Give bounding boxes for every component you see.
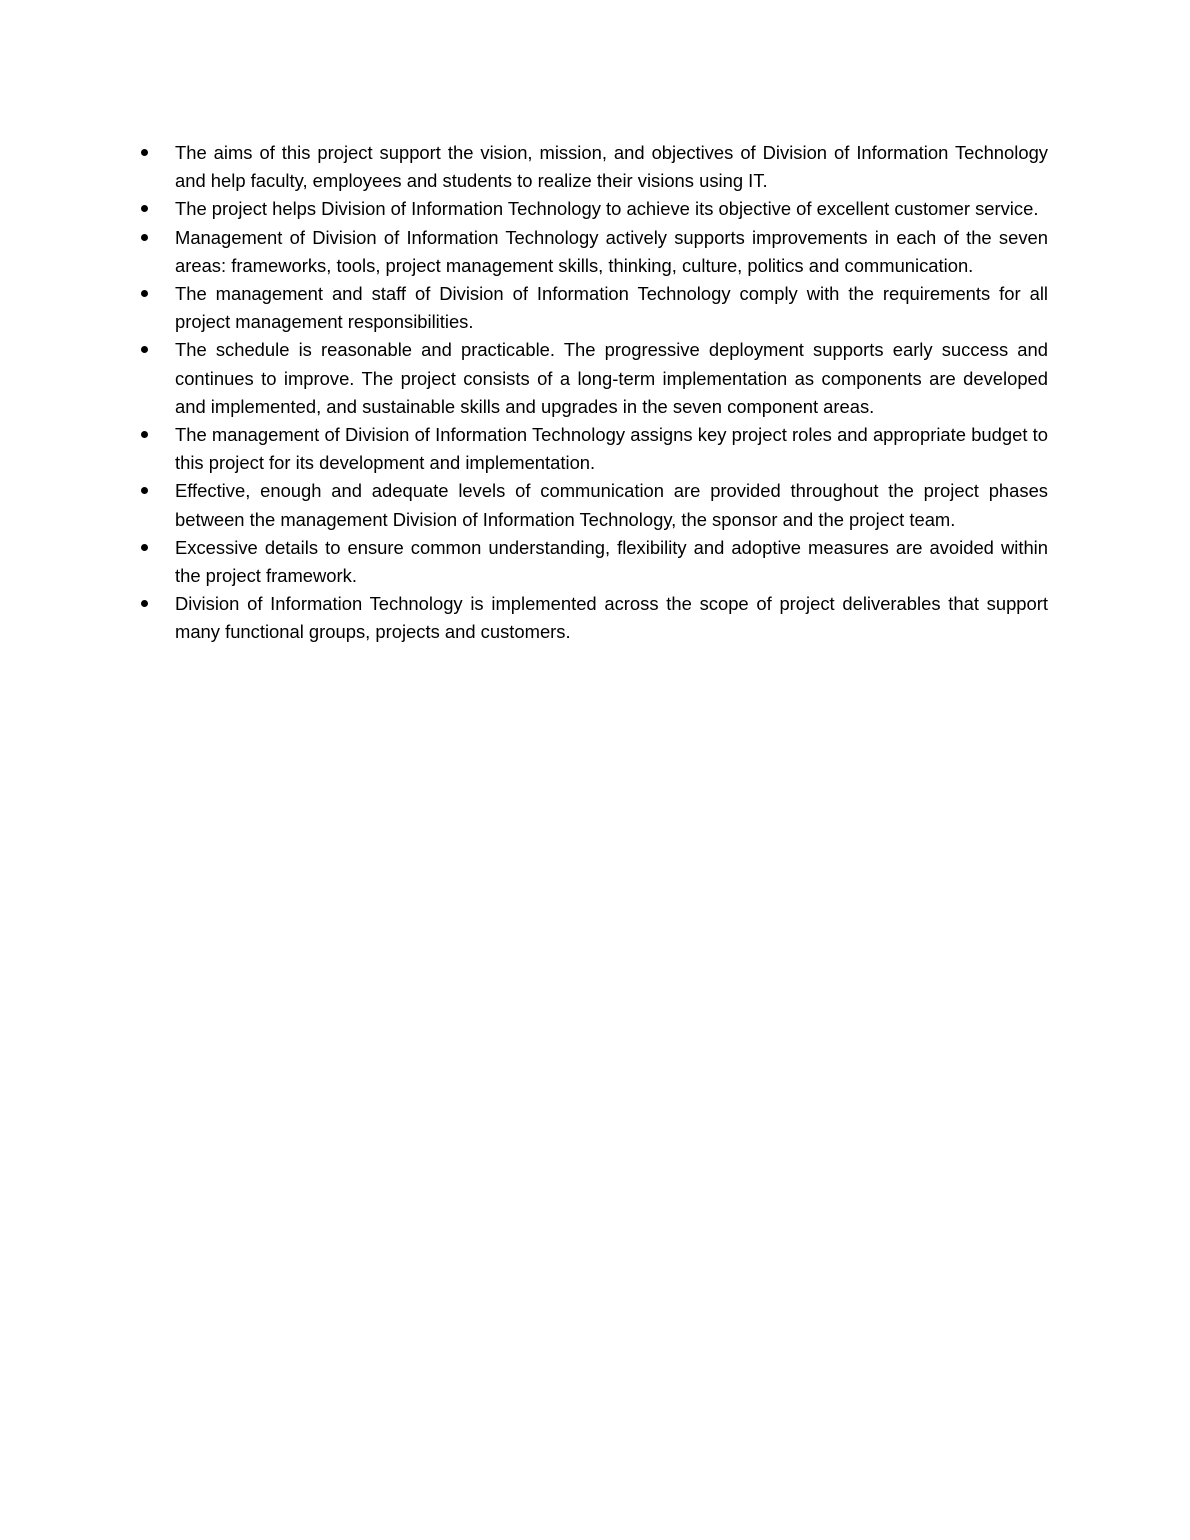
list-item <box>137 534 1048 590</box>
list-item-text: The project helps Division of Information Technology to achieve its objective of excellent customer service. <box>175 198 1039 220</box>
list-item-text: Excessive details to ensure common understanding, flexibility and adoptive measures are avoided within the project framework. <box>175 536 1048 587</box>
list-item-text: The management and staff of Division of Information Technology comply with the requirements for all project management responsibilities. <box>175 283 1048 333</box>
list-item-text: Management of Division of Information Technology actively supports improvements in each of the seven areas: frameworks, tools, project management skills, thinking, culture, politics and communication. <box>175 226 1048 276</box>
list-item <box>137 195 1048 223</box>
bullet-list <box>137 139 1048 647</box>
bullet-icon <box>141 346 148 353</box>
list-item-text: Division of Information Technology is implemented across the scope of project deliverables that support many functional groups, projects and customers. <box>175 593 1048 643</box>
bullet-icon <box>141 149 148 156</box>
list-item <box>137 590 1048 646</box>
list-item-text: Effective, enough and adequate levels of communication are provided throughout the project phases between the management Division of Information Technology, the sponsor and the project team. <box>175 480 1048 530</box>
list-item-text: The schedule is reasonable and practicable. The progressive deployment supports early success and continues to improve. The project consists of a long-term implementation as components are developed and implemented, and sustainable skills and upgrades in the seven component areas. <box>175 339 1048 417</box>
list-item <box>137 280 1048 336</box>
bullet-icon <box>141 600 148 607</box>
list-item <box>137 477 1048 533</box>
bullet-icon <box>141 544 148 551</box>
list-item-text: The aims of this project support the vision, mission, and objectives of Division of Information Technology and help faculty, employees and students to realize their visions using IT. <box>175 142 1048 192</box>
bullet-icon <box>141 487 148 494</box>
bullet-icon <box>141 290 148 297</box>
list-item-text: The management of Division of Information Technology assigns key project roles and appropriate budget to this project for its development and implementation. <box>175 424 1048 474</box>
list-item <box>137 336 1048 421</box>
list-item <box>137 421 1048 477</box>
bullet-icon <box>141 431 148 438</box>
list-item <box>137 224 1048 280</box>
list-item <box>137 139 1048 195</box>
bullet-icon <box>141 205 148 212</box>
bullet-icon <box>141 234 148 241</box>
